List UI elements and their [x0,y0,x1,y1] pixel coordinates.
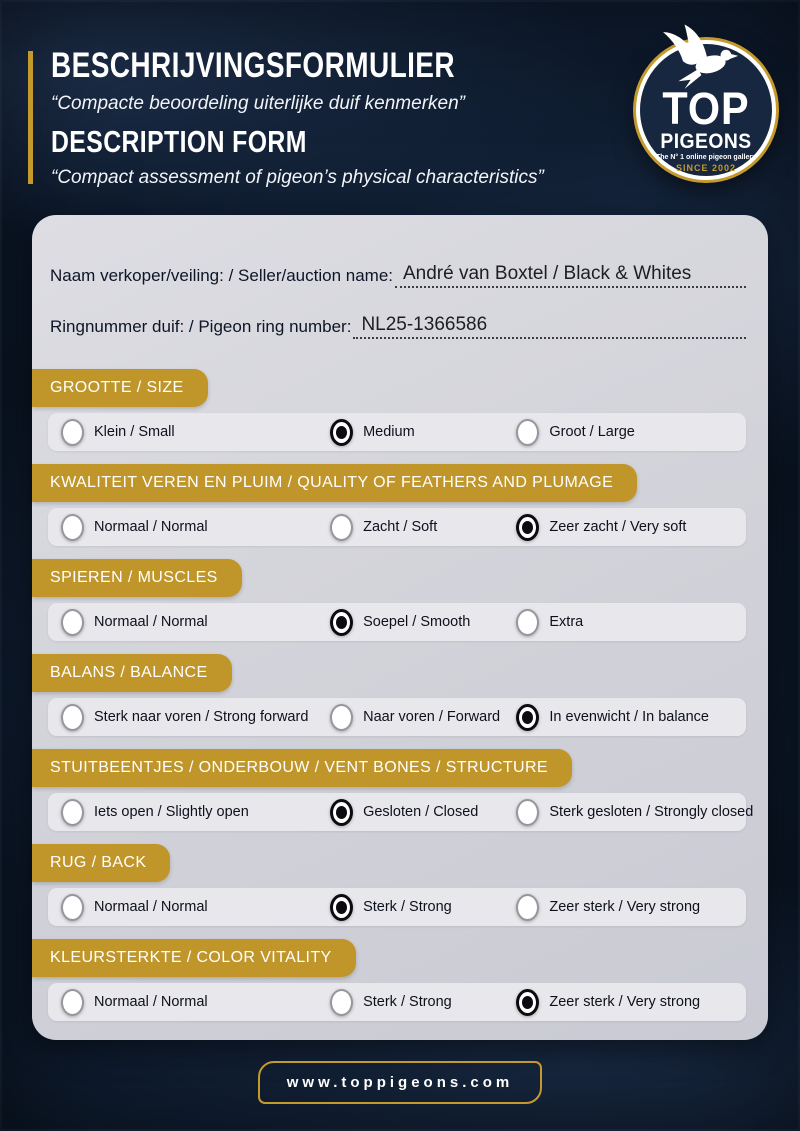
form-section [32,844,768,926]
radio-option-label: Normaal / Normal [94,994,208,1010]
radio-button[interactable] [516,419,539,446]
logo-word-pigeons: PIGEONS [660,130,752,153]
radio-button[interactable] [61,989,84,1016]
section-header-pill: SPIEREN / MUSCLES [32,559,242,597]
radio-option-label: Sterk gesloten / Strongly closed [549,804,754,820]
radio-button[interactable] [516,609,539,636]
radio-option[interactable] [52,894,321,921]
radio-button[interactable] [61,609,84,636]
radio-option[interactable] [507,609,742,636]
form-sections [32,369,768,1021]
radio-option[interactable] [507,419,742,446]
logo-tagline: The N° 1 online pigeon gallery [655,154,757,161]
top-pigeons-logo [636,40,776,180]
options-row [48,793,754,831]
section-header-pill: KLEURSTERKTE / COLOR VITALITY [32,939,356,977]
radio-option-label: Extra [549,614,584,630]
radio-button[interactable] [330,609,353,636]
radio-option[interactable] [52,799,321,826]
radio-option-label: Normaal / Normal [94,614,208,630]
radio-option[interactable] [507,514,742,541]
radio-button[interactable] [516,894,539,921]
radio-option-label: Zeer sterk / Very strong [549,899,701,915]
radio-button[interactable] [330,799,353,826]
radio-option[interactable] [321,419,507,446]
radio-option[interactable] [321,894,507,921]
radio-option[interactable] [507,704,742,731]
radio-option[interactable] [321,799,507,826]
radio-option-label: Zeer zacht / Very soft [549,519,687,535]
radio-option-label: Sterk naar voren / Strong forward [94,709,309,725]
radio-button[interactable] [330,419,353,446]
radio-option-label: Sterk / Strong [363,994,452,1010]
radio-option-label: Naar voren / Forward [363,709,501,725]
radio-button[interactable] [61,419,84,446]
radio-button[interactable] [516,799,539,826]
form-section [32,654,768,736]
radio-option-label: Klein / Small [94,424,175,440]
radio-button[interactable] [516,989,539,1016]
section-header-pill: STUITBEENTJES / ONDERBOUW / VENT BONES / STRUCTURE [32,749,572,787]
section-header-pill: GROOTTE / SIZE [32,369,208,407]
radio-button[interactable] [516,704,539,731]
gold-accent-bar [28,51,33,184]
seller-name-label: Naam verkoper/veiling: / Seller/auction name: [50,266,393,285]
radio-option-label: Zeer sterk / Very strong [549,994,701,1010]
options-row [48,413,746,451]
radio-option-label: Normaal / Normal [94,519,208,535]
ring-number-value: NL25-1366586 [361,314,488,335]
radio-button[interactable] [61,799,84,826]
form-section [32,939,768,1021]
logo-since: SINCE 2002 [675,163,737,173]
radio-option-label: Sterk / Strong [363,899,452,915]
radio-button[interactable] [61,894,84,921]
radio-option[interactable] [52,609,321,636]
radio-option-label: In evenwicht / In balance [549,709,709,725]
radio-button[interactable] [330,894,353,921]
radio-button[interactable] [61,704,84,731]
radio-option[interactable] [507,894,742,921]
form-section [32,559,768,641]
radio-option-label: Normaal / Normal [94,899,208,915]
radio-option-label: Gesloten / Closed [363,804,479,820]
options-row [48,508,746,546]
radio-option[interactable] [52,419,321,446]
seller-name-field [50,263,746,288]
website-link[interactable]: www.toppigeons.com [258,1061,542,1104]
radio-button[interactable] [516,514,539,541]
section-header-pill: RUG / BACK [32,844,170,882]
seller-name-input[interactable] [395,263,746,288]
radio-option[interactable] [52,704,321,731]
radio-button[interactable] [330,704,353,731]
seller-name-value: André van Boxtel / Black & Whites [403,263,692,284]
options-row [48,698,746,736]
page-title-english: DESCRIPTION FORM [51,124,307,159]
radio-option[interactable] [507,989,742,1016]
radio-option[interactable] [52,989,321,1016]
footer [0,1061,800,1104]
section-header-pill: KWALITEIT VEREN EN PLUIM / QUALITY OF FEATHERS AND PLUMAGE [32,464,637,502]
section-header-pill: BALANS / BALANCE [32,654,232,692]
page-subtitle-dutch: “Compacte beoordeling uiterlijke duif kenmerken” [51,93,465,114]
radio-option-label: Iets open / Slightly open [94,804,249,820]
form-section [32,369,768,451]
form-fields [32,215,768,339]
title-block [51,46,590,189]
form-card [32,215,768,1040]
radio-option[interactable] [321,989,507,1016]
radio-option[interactable] [52,514,321,541]
options-row [48,603,746,641]
radio-button[interactable] [330,989,353,1016]
radio-option[interactable] [507,799,754,826]
radio-option-label: Groot / Large [549,424,635,440]
radio-option-label: Medium [363,424,415,440]
logo-word-top: TOP [662,83,750,134]
header [28,46,590,189]
ring-number-label: Ringnummer duif: / Pigeon ring number: [50,317,352,336]
ring-number-input[interactable] [353,314,746,339]
radio-option-label: Zacht / Soft [363,519,438,535]
radio-button[interactable] [61,514,84,541]
radio-button[interactable] [330,514,353,541]
form-section [32,749,768,831]
options-row [48,888,746,926]
radio-option[interactable] [321,704,507,731]
ring-number-field [50,314,746,339]
page-subtitle-english: “Compact assessment of pigeon’s physical characteristics” [51,167,544,188]
page-title-dutch: BESCHRIJVINGSFORMULIER [51,46,455,85]
options-row [48,983,746,1021]
form-section [32,464,768,546]
radio-option[interactable] [321,514,507,541]
radio-option-label: Soepel / Smooth [363,614,471,630]
radio-option[interactable] [321,609,507,636]
